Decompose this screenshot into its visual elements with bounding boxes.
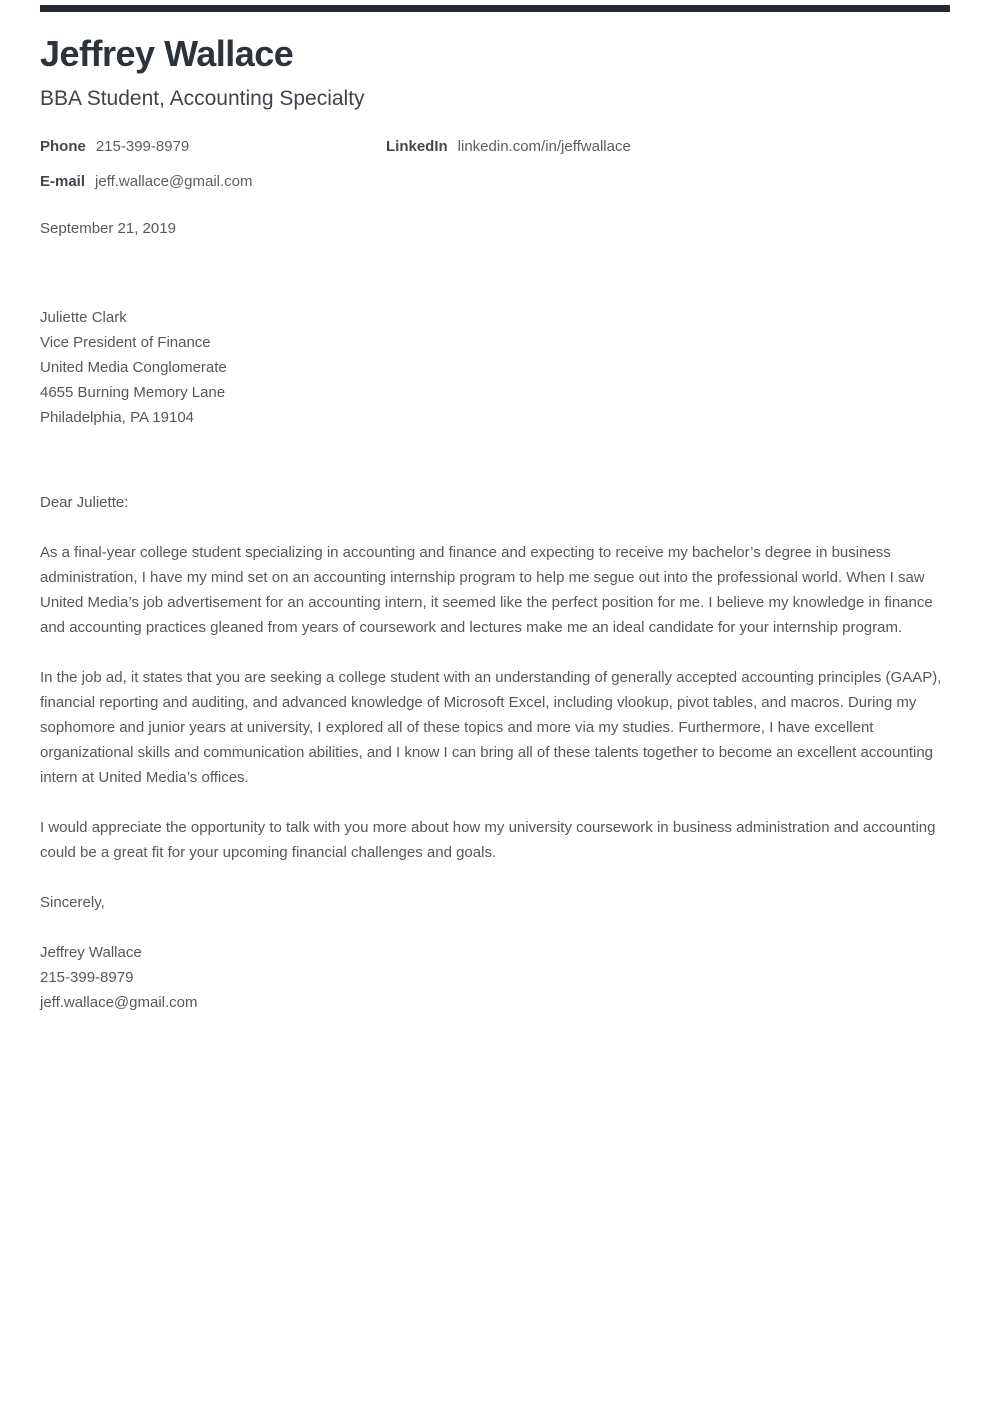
recipient-company: United Media Conglomerate bbox=[40, 359, 227, 376]
recipient-block bbox=[40, 305, 950, 430]
email-value: jeff.wallace@gmail.com bbox=[95, 173, 253, 190]
signature-name: Jeffrey Wallace bbox=[40, 944, 142, 961]
page-title: Jeffrey Wallace bbox=[40, 33, 294, 74]
closing: Sincerely, bbox=[40, 894, 105, 911]
paragraph-1: As a final-year college student specializing in accounting and finance and expecting to receive my bachelor’s degree in business administration, I have my mind set on an accounting internship program to help me segue out into the professional world. When I saw United Media’s job advertisement for an accounting intern, it seemed like the perfect position for me. I believe my knowledge in finance and accounting practices gleaned from years of coursework and lectures make me an ideal candidate for your internship program. bbox=[40, 544, 933, 636]
salutation: Dear Juliette: bbox=[40, 494, 129, 511]
email-label: E-mail bbox=[40, 173, 86, 190]
contact-row-1 bbox=[40, 138, 950, 155]
letter-date: September 21, 2019 bbox=[40, 220, 176, 237]
job-subtitle: BBA Student, Accounting Specialty bbox=[40, 87, 365, 110]
phone-value: 215-399-8979 bbox=[95, 138, 190, 155]
contact-linkedin bbox=[386, 138, 631, 155]
signature-phone: 215-399-8979 bbox=[40, 969, 134, 986]
linkedin-label: LinkedIn bbox=[386, 138, 448, 155]
signature-block bbox=[40, 940, 950, 1015]
contact-phone bbox=[40, 138, 386, 155]
recipient-city: Philadelphia, PA 19104 bbox=[40, 409, 195, 426]
paragraph-2: In the job ad, it states that you are seeking a college student with an understanding of generally accepted accounting principles (GAAP), financial reporting and auditing, and advanced knowledge of Microsoft Excel, including vlookup, pivot tables, and macros. During my sophomore and junior years at university, I explored all of these topics and more via my studies. Furthermore, I have excellent organizational skills and communication abilities, and I know I can bring all of these talents together to become an excellent accounting intern at United Media’s offices. bbox=[40, 669, 942, 786]
signature-email: jeff.wallace@gmail.com bbox=[40, 994, 198, 1011]
recipient-street: 4655 Burning Memory Lane bbox=[40, 384, 226, 401]
contact-block bbox=[40, 138, 950, 190]
phone-label: Phone bbox=[40, 138, 86, 155]
accent-top-bar bbox=[40, 5, 950, 12]
recipient-title: Vice President of Finance bbox=[40, 334, 211, 351]
contact-email bbox=[40, 173, 253, 190]
paragraph-3: I would appreciate the opportunity to talk with you more about how my university coursework in business administration and accounting could be a great fit for your upcoming financial challenges and goals. bbox=[40, 819, 936, 861]
recipient-name: Juliette Clark bbox=[40, 309, 127, 326]
linkedin-value: linkedin.com/in/jeffwallace bbox=[457, 138, 631, 155]
cover-letter-page bbox=[0, 5, 990, 1405]
contact-row-2 bbox=[40, 173, 950, 190]
